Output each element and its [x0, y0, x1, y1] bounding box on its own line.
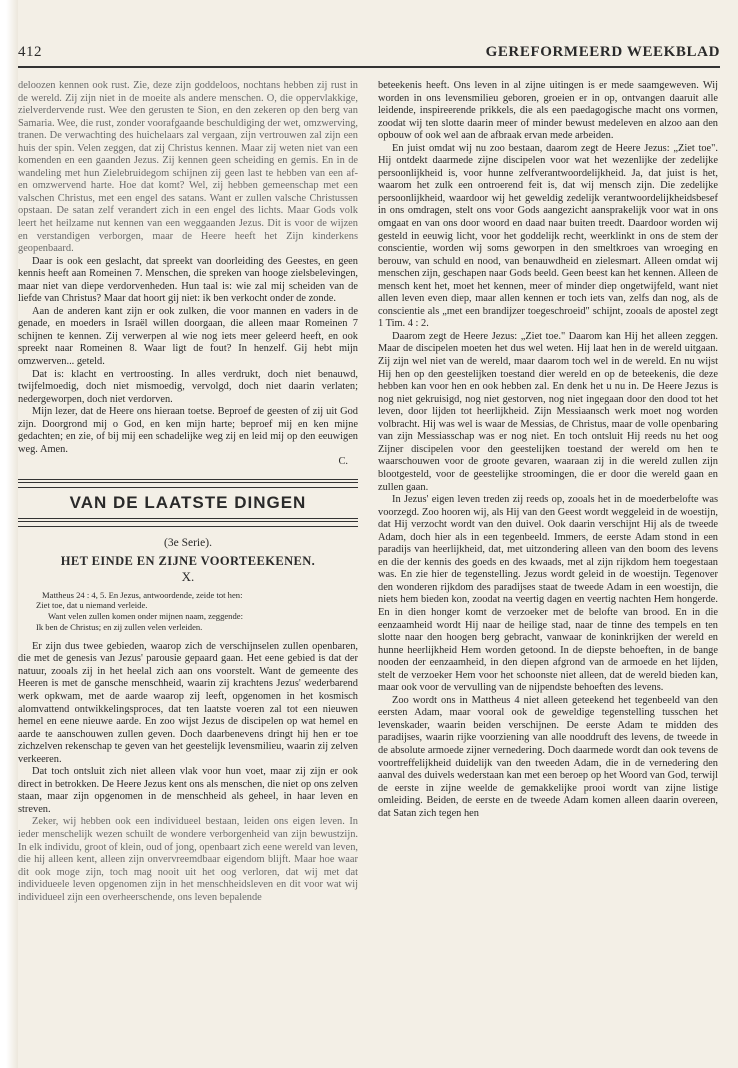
right-paragraph: En juist omdat wij nu zoo bestaan, daarom zegt de Heere Jezus: „Ziet toe". Hij ontdekt daarmede zijne discipelen voor wat het wezenlijke der zedelijke persoonlijkheid is, voor hunne zelfverantwoordelijkheid. Ja, dat juist is het, waarom het zulk een ontroerend feit is, dat wij mensch zijn. Die zedelijke persoonlijkheid, waardoor wij het geweldig zedelijk verantwoordelijkheidsbesef in ons omdragen, stelt ons voor Gods aangezicht aansprakelijk voor wat in ons omgaat en van ons door woord en daad naar buiten treedt. Daardoor worden wij gesteld in eeuwig licht, voor het goddelijk recht, weerklinkt in ons de stem der conscientie, worden wij soms geworpen in den smeltkroes van wroeging en berouw, van schuld en nood, van benauwdheid en zielesmart. Alleen omdat wij menschen zijn, geschapen naar Gods beeld. Geen beest kan het kennen. Alleen de mensch kent het, moet het kennen, meer of minder diep ongetwijfeld, want niet allen leven even diep, maar allen kennen er toch iets van, zelfs dan nog, als de conscientie als „met een brandijzer toegeschroeid" schijnt, zooals de apostel zegt 1 Tim. 4 : 2. — [378, 142, 718, 330]
right-paragraph: Daarom zegt de Heere Jezus: „Ziet toe." Daarom kan Hij het alleen zeggen. Maar de discipelen moeten het dus wel weten. Hij laat hen in de wereld uitgaan. Zij zijn wel niet van de wereld, maar daarom toch wel in de wereld. En nu wijst Hij hen op den geestelijken toestand dier wereld en op de beteekenis, die deze hebben kan voor hen en ook hebben zal. En denk het u nu in. De Heere Jezus is nog niet gekruisigd, nog niet gestorven, nog niet ingegaan door den dood tot het leven, door lijden tot heerlijkheid. Zijn Messiaansch werk moet nog worden volbracht. Hij was wel is waar de Messias, de Christus, maar de volle openbaring van zijn Messiasschap was er nog niet. En toch ontsluit Hij reeds nu het oog Zijner discipelen voor den geestelijken toestand der wereld om hen te waarschouwen voor de groote gevaren, waaraan zij in die wereld zullen zijn blootgesteld, voor de geestelijke stroomingen, die er door die wereld gaan en zullen gaan. — [378, 330, 718, 493]
closing-word: Amen. — [39, 443, 68, 455]
right-paragraph: Zoo wordt ons in Mattheus 4 niet alleen geteekend het tegenbeeld van den eersten Adam, maar vooral ook de geweldige tegenstelling tusschen het levenskader, waarin beiden verschijnen. De eerste Adam te midden des paradijses, waarin rijke voorziening van alle nooddruft des levens, de tweede in de absolute armoede zijner vernedering. Doch daarmede wordt dan ook tevens de voortreffelijkheid duidelijk van den tweeden Adam, die in de vernedering den aanval des duivels wederstaan kan met een beroep op het Woord van God, terwijl de eerste in zijne weelde de gemakkelijke prooi wordt van zijne listige omleiding. Beiden, de eerste en de tweede Adam komen alleen daarin overeen, dat Satan zich tegen hen — [378, 694, 718, 819]
article-title: HET EINDE EN ZIJNE VOORTEEKENEN. — [60, 553, 316, 568]
scripture-quote — [18, 590, 358, 633]
right-paragraph: beteekenis heeft. Ons leven in al zijne uitingen is er mede saamgeweven. Wij worden in ons levensmilieu geboren, groeien er in op, ontvangen daaruit alle leidende, inspireerende prikkels, die als een paedagogische macht ons vormen, zoodat wij ten slotte daarin meer of minder bewust medeleven en alzoo aan den opbouw of ook wel aan de afbraak ervan mede arbeiden. — [378, 80, 718, 142]
part-numeral: X. — [181, 569, 195, 585]
body-paragraph: Er zijn dus twee gebieden, waarop zich de verschijnselen zullen openbaren, die met de genesis van Jezus' parousie gepaard gaan. Het eene gebied is dat der natuur, zooals zij in het heelal zich aan ons voorstelt. Want de gemeente des Heeren is met de gansche menschheid, waarin zij krachtens Jezus' wederbarend werk opkwam, met de aarde waarop zij leeft, opgenomen in het kosmisch alomvattend ontwikkelingsproces, dat ten laatste voeren zal tot een nieuwen hemel en eene nieuwe aarde. En zoo wijst Jezus de discipelen op wat hemel en aarde te aanschouwen zullen geven. Doch daarbenevens dringt hij hen er toe zichzelven rekenschap te geven van het geestelijk levensmilieu, waarin zij zelven verkeeren. — [18, 640, 358, 765]
left-paragraph: Aan de anderen kant zijn er ook zulken, die voor mannen en vaders in de genade, en moeders in Israël willen doorgaan, die alleen maar Romeinen 7 schijnen te kennen. Zij verwerpen al wie nog iets meer geleerd heeft, en ook spreekt naar Romeinen 8. Waar ligt de fout? In henzelf. Gij hebt mijn omzwerven... geteld. — [18, 305, 358, 368]
right-paragraph: In Jezus' eigen leven treden zij reeds op, zooals het in de moederbelofte was voorzegd. Zoo hooren wij, als Hij van den Geest wordt weggeleid in de woestijn, dat Hij verzocht wordt van den duivel. Ook daarin verschijnt Hij als de tweede Adam, doch hier als in een tegenbeeld. Immers, de eerste Adam stond in een paradijs van heerlijkheid, dat, met uitzondering alleen van den boom des levens en die der kennis des goeds en des kwaads, met al zijn rijkdom hem toegestaan was. En zie hier de tegenstelling. Jezus wordt geleid in de woestijn. Tegenover den wonderen rijkdom des paradijses staat de tweede Adam in een woestijn, die niets hem bieden kon, zoodat na veertig dagen en veertig nachten Hem hongerde. En in dien honger komt de verzoeker met de belofte van brood. En in die eenzaamheid wordt Hij naar de heilige stad, naar de tinne des tempels en ten slotte naar den hoogen berg gebracht, vanwaar de koninkrijken der wereld en hunne heerlijkheid Hem worden getoond. In de diepste behoeften, in de bange nooden der eenzaamheid, in den diepen afgrond van de armoede en het lijden, stelt de verzoeker Hem voor het schoonste niet alleen, dat de wereld bieden kan, maar ook voor de vervulling van de nijpendste behoeften des levens. — [378, 494, 718, 694]
series-label: (3e Serie). — [164, 536, 212, 549]
quote-line: Want velen zullen komen onder mijnen naam, zeggende: — [48, 611, 243, 622]
left-paragraph: deloozen kennen ook rust. Zie, deze zijn goddeloos, nochtans hebben zij rust in de wereld. Zij zijn niet in de moeite als andere menschen. O, die oppervlakkige, zielverdervende rust. Wee den gerusten te Sion, en den zekeren op den berg van Samaria. Wee, die rust, zonder voorafgaande beschuldiging der wet, omzwerving, tranen. De verwachting des huichelaars zal vergaan, zijn vertrouwen zal zijn een huis der spin. Velen zeggen, dat zij Christus kennen. Maar zij weten niet van een komenden en een gaanden Jezus. Zij kennen geen scheiding en gemis. En in de wandeling met hun Zielebruidegom schijnen zij geen last te hebben van een af- en omzwervend harte. Hoe dat komt? Wel, zij hebben gemeenschap met een valschen Christus, met een engel des satans. Want er zullen valsche Christussen opstaan. De satan zelf verandert zich in een engel des lichts. Maar Gods volk leert het heilzame nut kennen van een weggaanden Jezus. Dit is voor de wijzen en verstandigen verborgen, maar de Heere heeft het Zijn kinderkens geopenbaard. — [18, 80, 359, 255]
page-number: 412 — [18, 44, 42, 60]
section-rule-bottom — [18, 518, 358, 527]
page-header — [18, 44, 720, 64]
header-rule — [18, 66, 720, 68]
left-paragraph: Daar is ook een geslacht, dat spreekt van doorleiding des Geestes, en geen kennis heeft aan Romeinen 7. Menschen, die spreken van hooge zielsbelevingen, maar niet van diepe verdorvenheden. Hun taal is: wie zal mij scheiden van de liefde van Christus? Maar dat hoort gij niet: ik ben verkocht onder de zonde. — [18, 255, 358, 305]
right-column — [378, 80, 718, 820]
scan-edge — [0, 0, 18, 1068]
section-rule-top — [18, 479, 358, 488]
body-paragraph: Dat toch ontsluit zich niet alleen vlak voor hun voet, maar zij zijn er ook direct in betrokken. De Heere Jezus kent ons als menschen, die niet op ons zelven staan, maar zijn opgenomen in de menschheid als geheel, in haar leven en streven. — [18, 766, 358, 815]
signature-line — [18, 456, 358, 469]
quote-line: Mattheus 24 : 4, 5. En Jezus, antwoordende, zeide tot hen: — [42, 589, 243, 600]
left-column — [18, 80, 358, 904]
section-title: VAN DE LAATSTE DINGEN — [69, 492, 307, 512]
journal-title: GEREFORMEERD WEEKBLAD — [485, 44, 720, 60]
author-signature: C. — [338, 456, 348, 468]
left-paragraph: Dat is: klacht en vertroosting. In alles verdrukt, doch niet benauwd, twijfelmoedig, doch niet mismoedig, vervolgd, doch niet daarin verlaten; nedergeworpen, doch niet verdorven. — [18, 368, 358, 405]
section-header — [18, 479, 358, 527]
quote-line: Ik ben de Christus; en zij zullen velen verleiden. — [36, 621, 203, 632]
quote-line: Ziet toe, dat u niemand verleide. — [36, 600, 148, 611]
left-paragraph — [18, 406, 358, 456]
left-paragraph-text: Mijn lezer, dat de Heere ons hieraan toetse. Beproef de geesten of zij uit God zijn. Doorgrond mij o God, en ken mijn harte; beproef mij en ken mijne gedachten; en zie, of bij mij een schadelijke weg zij en leid mij op den eeuwigen weg. — [18, 406, 358, 455]
body-paragraph: Zeker, wij hebben ook een individueel bestaan, leiden ons eigen leven. In ieder menschelijk wezen schuilt de wondere verborgenheid van zijn bewustzijn. In elk individu, groot of klein, oud of jong, openbaart zich eene wereld van leven, die hij alleen kent, alleen zijn onvervreemdbaar eigendom blijft. Maar hoe waar dit ook moge zijn, toch mag nooit uit het oog verloren, dat wij met dat individueele leven opgenomen zijn in het menschheidsleven en dit voor wat wij individueel zijn een overheerschende, ons leven bepalende — [18, 816, 358, 903]
